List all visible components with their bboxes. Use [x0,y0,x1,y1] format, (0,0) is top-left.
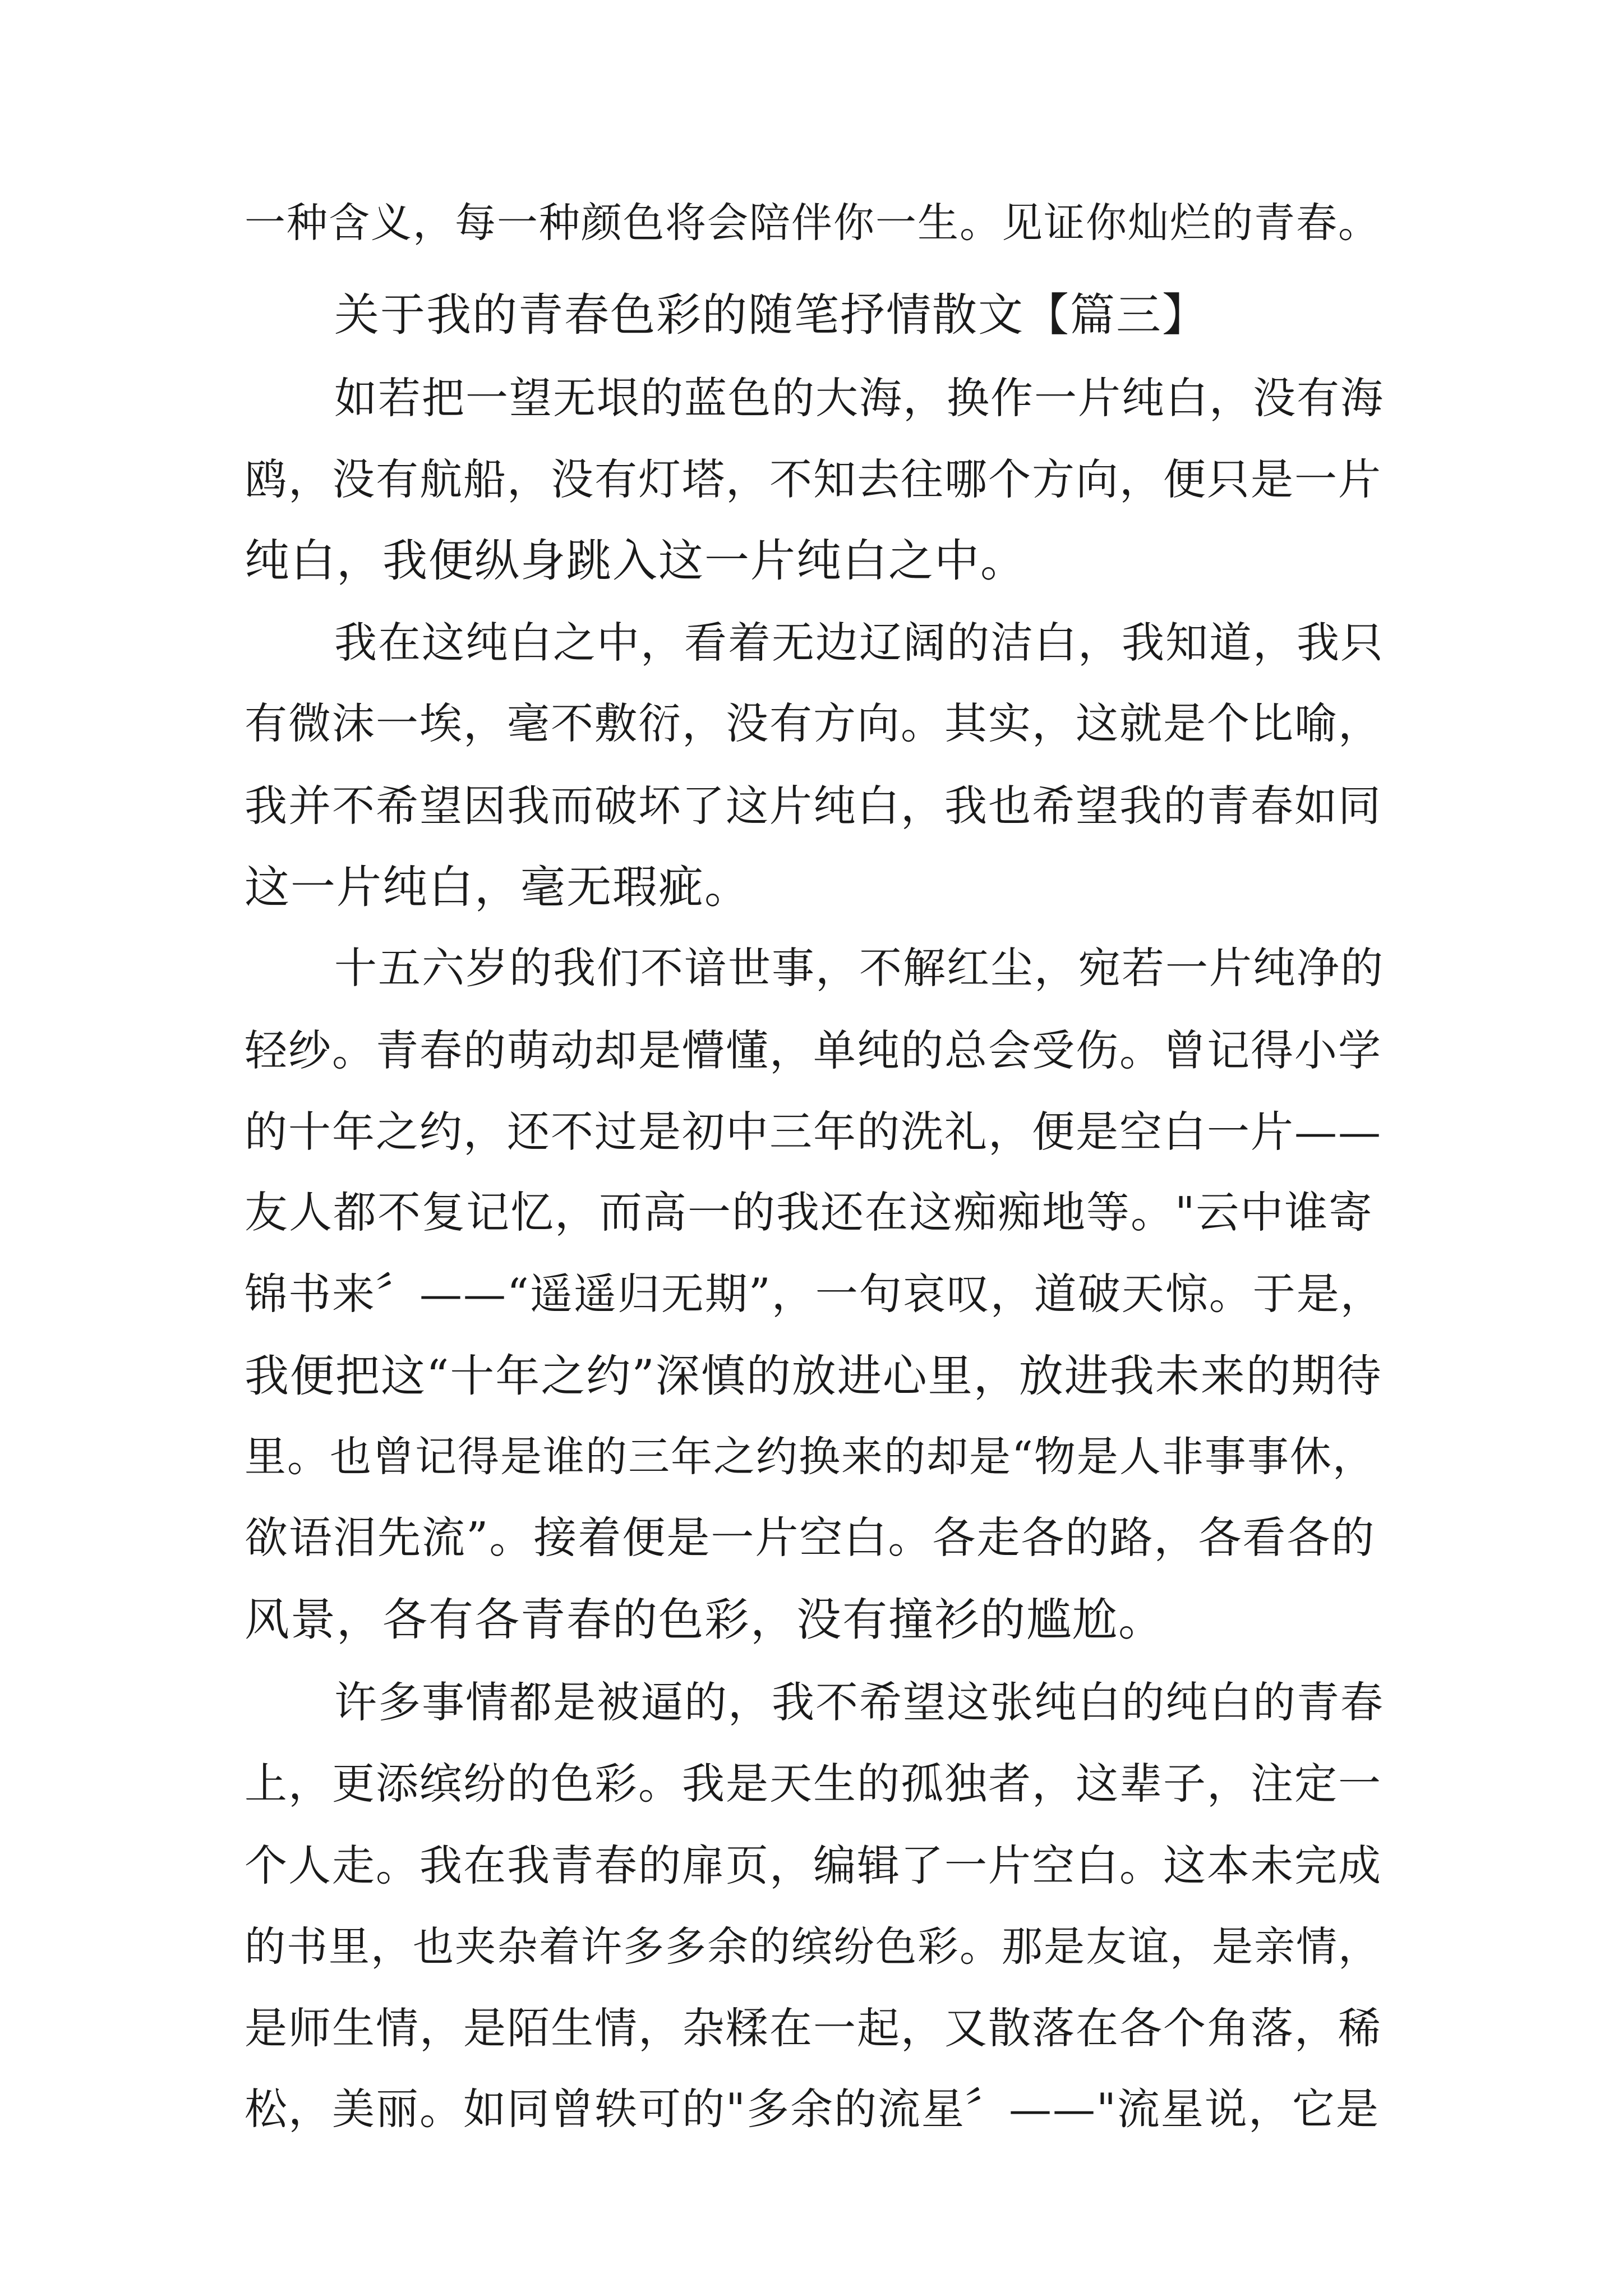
text-line: 个人走。我在我青春的扉页，编辑了一片空白。这本未完成 [245,1841,1382,1890]
text-line: 如若把一望无垠的蓝色的大海，换作一片纯白，没有海 [334,373,1384,423]
text-line: 轻纱。青春的萌动却是懵懂，单纯的总会受伤。曾记得小学 [245,1025,1382,1075]
section-heading: 关于我的青春色彩的随笔抒情散文【篇三】 [334,289,1208,341]
text-line: 锦书来〞——“遥遥归无期”，一句哀叹，道破天惊。于是， [245,1269,1384,1319]
text-line: 的书里，也夹杂着许多多余的缤纷色彩。那是友谊，是亲情， [245,1923,1380,1971]
text-line: 我在这纯白之中，看着无边辽阔的洁白，我知道，我只 [334,618,1384,668]
text-line: 友人都不复记忆，而高一的我还在这痴痴地等。"云中谁寄 [245,1188,1373,1238]
text-line: 我并不希望因我而破坏了这片纯白，我也希望我的青春如同 [245,781,1382,831]
text-line: 鸥，没有航船，没有灯塔，不知去往哪个方向，便只是一片 [245,454,1382,504]
text-line: 我便把这“十年之约”深慎的放进心里，放进我未来的期待 [245,1350,1382,1402]
text-line: 一种含义，每一种颜色将会陪伴你一生。见证你灿烂的青春。 [245,199,1380,247]
text-line: 许多事情都是被逼的，我不希望这张纯白的纯白的青春 [334,1677,1384,1727]
text-line: 欲语泪先流”。接着便是一片空白。各走各的路，各看各的 [245,1513,1376,1563]
text-line: 风景，各有各青春的色彩，没有撞衫的尴尬。 [245,1594,1164,1646]
text-line: 纯白，我便纵身跳入这一片纯白之中。 [245,535,1026,587]
text-line: 是师生情，是陌生情，杂糅在一起，又散落在各个角落，稀 [245,2003,1382,2053]
text-line: 有微沫一埃，毫不敷衍，没有方向。其实，这就是个比喻， [245,698,1382,748]
text-line: 里。也曾记得是谁的三年之约换来的却是“物是人非事事休， [245,1433,1375,1481]
text-line: 松，美丽。如同曾轶可的"多余的流星〞——"流星说，它是 [245,2084,1380,2134]
text-line: 的十年之约，还不过是初中三年的洗礼，便是空白一片—— [245,1107,1382,1157]
text-line: 这一片纯白，毫无瑕疵。 [245,861,750,913]
text-line: 上，更添缤纷的色彩。我是天生的孤独者，这辈子，注定一 [245,1759,1382,1809]
text-line: 十五六岁的我们不谙世事，不解红尘，宛若一片纯净的 [334,943,1384,993]
